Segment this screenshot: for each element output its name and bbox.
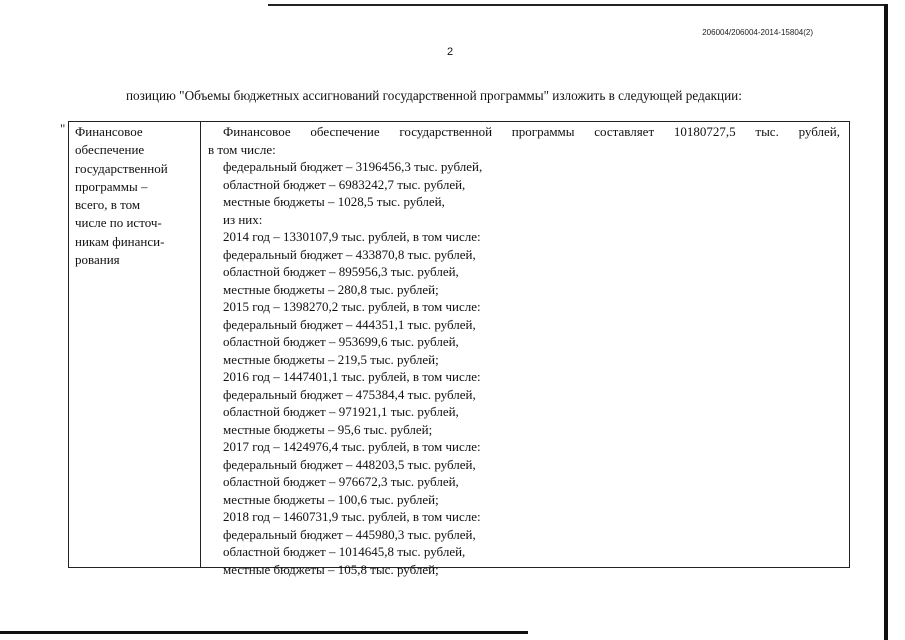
scan-edge-bottom (0, 631, 528, 634)
funding-line: областной бюджет – 895956,3 тыс. рублей, (223, 264, 459, 279)
funding-line: 2018 год – 1460731,9 тыс. рублей, в том числе: (223, 509, 481, 524)
funding-line: областной бюджет – 6983242,7 тыс. рублей, (223, 176, 466, 192)
funding-line: областной бюджет – 1014645,8 тыс. рублей, (223, 544, 466, 559)
scan-edge-top (268, 4, 885, 6)
label-line: программы – (75, 178, 148, 194)
scan-edge-right (884, 4, 888, 640)
funding-line: федеральный бюджет – 433870,8 тыс. рублей, (223, 246, 476, 262)
funding-line: 2014 год – 1330107,9 тыс. рублей, в том числе: (223, 229, 481, 244)
funding-line: федеральный бюджет – 445980,3 тыс. рублей, (223, 526, 476, 542)
label-line: никам финанси- (75, 233, 165, 249)
funding-line: местные бюджеты – 280,8 тыс. рублей; (223, 281, 439, 297)
opening-quote: " (60, 121, 66, 136)
funding-summary-line: Финансовое обеспечение государственной программы составляет 10180727,5 тыс. рублей, (223, 124, 840, 139)
funding-line: федеральный бюджет – 444351,1 тыс. рублей, (223, 316, 476, 332)
table-value-cell (208, 123, 840, 578)
page-number: 2 (447, 46, 454, 58)
label-line: государственной (75, 160, 168, 176)
funding-line: областной бюджет – 976672,3 тыс. рублей, (223, 474, 459, 489)
funding-line: из них: (223, 211, 263, 227)
funding-line: местные бюджеты – 95,6 тыс. рублей; (223, 421, 433, 437)
document-code: 206004/206004-2014-15804(2) (702, 28, 813, 37)
funding-line: местные бюджеты – 1028,5 тыс. рублей, (223, 194, 445, 209)
intro-paragraph: позицию "Объемы бюджетных ассигнований государственной программы" изложить в следующей редакции: (126, 88, 742, 103)
funding-line: местные бюджеты – 100,6 тыс. рублей; (223, 491, 439, 507)
funding-line: областной бюджет – 953699,6 тыс. рублей, (223, 334, 459, 349)
label-line: рования (75, 252, 120, 268)
label-line: числе по источ- (75, 215, 162, 231)
label-line: всего, в том (75, 197, 141, 213)
funding-line: федеральный бюджет – 448203,5 тыс. рублей, (223, 456, 476, 472)
funding-line: 2017 год – 1424976,4 тыс. рублей, в том числе: (223, 439, 481, 454)
label-line: обеспечение (75, 142, 145, 158)
funding-line: местные бюджеты – 105,8 тыс. рублей; (223, 561, 439, 577)
label-line: Финансовое (75, 124, 143, 139)
funding-line: федеральный бюджет – 3196456,3 тыс. рублей, (223, 159, 483, 174)
funding-line: 2015 год – 1398270,2 тыс. рублей, в том числе: (223, 299, 481, 314)
funding-line: федеральный бюджет – 475384,4 тыс. рублей, (223, 386, 476, 402)
funding-summary-continuation: в том числе: (208, 141, 276, 157)
table-column-divider (200, 121, 201, 568)
funding-line: местные бюджеты – 219,5 тыс. рублей; (223, 351, 439, 367)
table-label-cell (75, 123, 199, 269)
funding-line: областной бюджет – 971921,1 тыс. рублей, (223, 404, 459, 419)
funding-line: 2016 год – 1447401,1 тыс. рублей, в том числе: (223, 369, 481, 384)
